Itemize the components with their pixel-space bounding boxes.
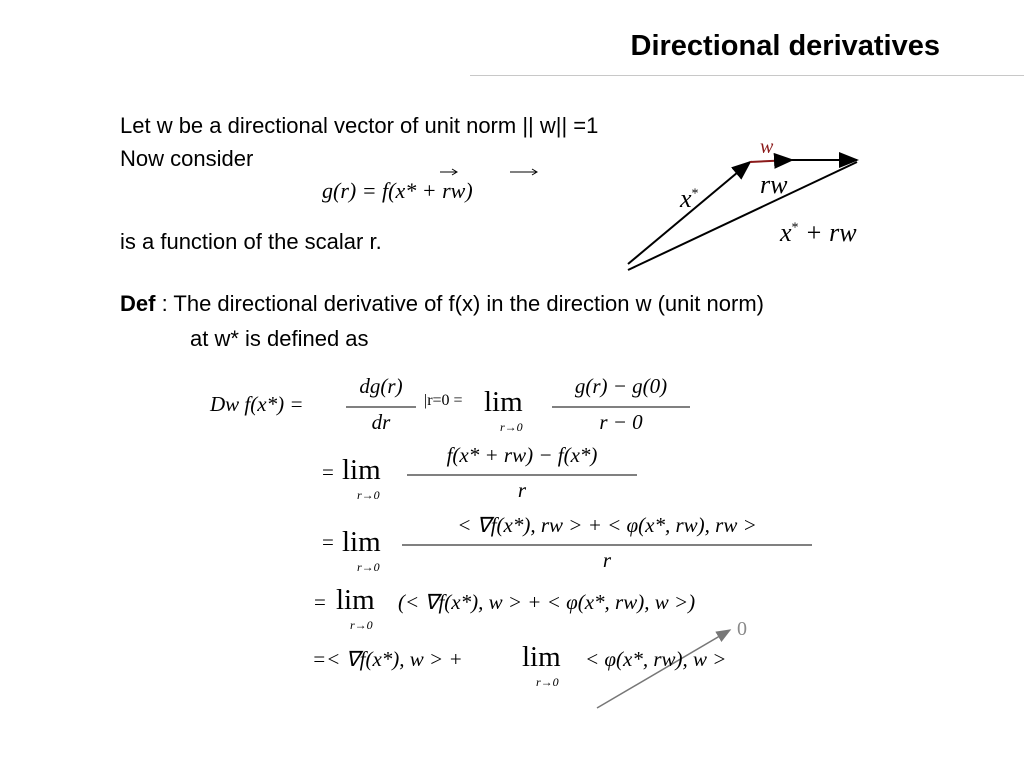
slide-title: Directional derivatives — [630, 30, 940, 62]
definition-line-2: at w* is defined as — [190, 326, 369, 351]
zero-label: 0 — [737, 618, 747, 640]
sum-vector — [628, 162, 857, 270]
row3-equals: = — [322, 530, 334, 554]
row1-lim-numerator: g(r) − g(0) — [574, 374, 668, 398]
row2-lim: lim — [342, 454, 381, 486]
row5-lhs: =< ∇f(x*), w > + — [312, 647, 463, 671]
sum-label-rest: + rw — [805, 218, 857, 247]
row4-lim: lim — [336, 584, 375, 616]
sum-label — [780, 218, 857, 248]
xstar-label-x: x — [680, 184, 692, 213]
row3-lim-sub: r→0 — [357, 560, 380, 574]
row1-lim: lim — [484, 386, 523, 418]
sum-label-x: x — [780, 218, 792, 247]
row2-lim-sub: r→0 — [357, 488, 380, 502]
text-line-unit-norm: Let w be a directional vector of unit norm || w|| =1 — [120, 113, 599, 138]
row3-denominator: r — [602, 548, 612, 572]
xstar-label-star: * — [691, 186, 699, 202]
row4-body: (< ∇f(x*), w > + < φ(x*, rw), w >) — [398, 590, 696, 614]
row2-equals: = — [322, 460, 334, 484]
def-label: Def — [120, 291, 156, 316]
rw-label: rw — [760, 170, 788, 199]
xstar-label — [680, 184, 699, 214]
row1-eval: |r=0 = — [424, 392, 463, 409]
row1-lhs: Dw f(x*) = — [210, 392, 304, 416]
row1-lim-denominator: r − 0 — [599, 410, 643, 434]
row1-lim-sub: r→0 — [500, 420, 523, 434]
def-text: : The directional derivative of f(x) in the direction w (unit norm) — [155, 291, 764, 316]
row3-numerator: < ∇f(x*), rw > + < φ(x*, rw), rw > — [457, 513, 757, 537]
w-label: w — [760, 136, 774, 158]
w-vector — [750, 160, 792, 162]
text-line-scalar: is a function of the scalar r. — [120, 229, 382, 254]
formula-g-text: g(r) = f(x* + rw) — [322, 178, 473, 203]
row3-lim: lim — [342, 526, 381, 558]
row5-body: < φ(x*, rw), w > — [585, 647, 727, 671]
row1-denominator: dr — [371, 410, 391, 434]
row4-equals: = — [314, 590, 326, 614]
row2-denominator: r — [517, 478, 527, 502]
row5-lim-sub: r→0 — [536, 675, 559, 689]
sum-label-star: * — [791, 220, 799, 236]
row1-numerator: dg(r) — [359, 374, 403, 398]
text-line-now-consider: Now consider — [120, 146, 254, 171]
row4-lim-sub: r→0 — [350, 618, 373, 632]
row5-lim: lim — [522, 641, 561, 673]
row2-numerator: f(x* + rw) − f(x*) — [446, 443, 598, 467]
